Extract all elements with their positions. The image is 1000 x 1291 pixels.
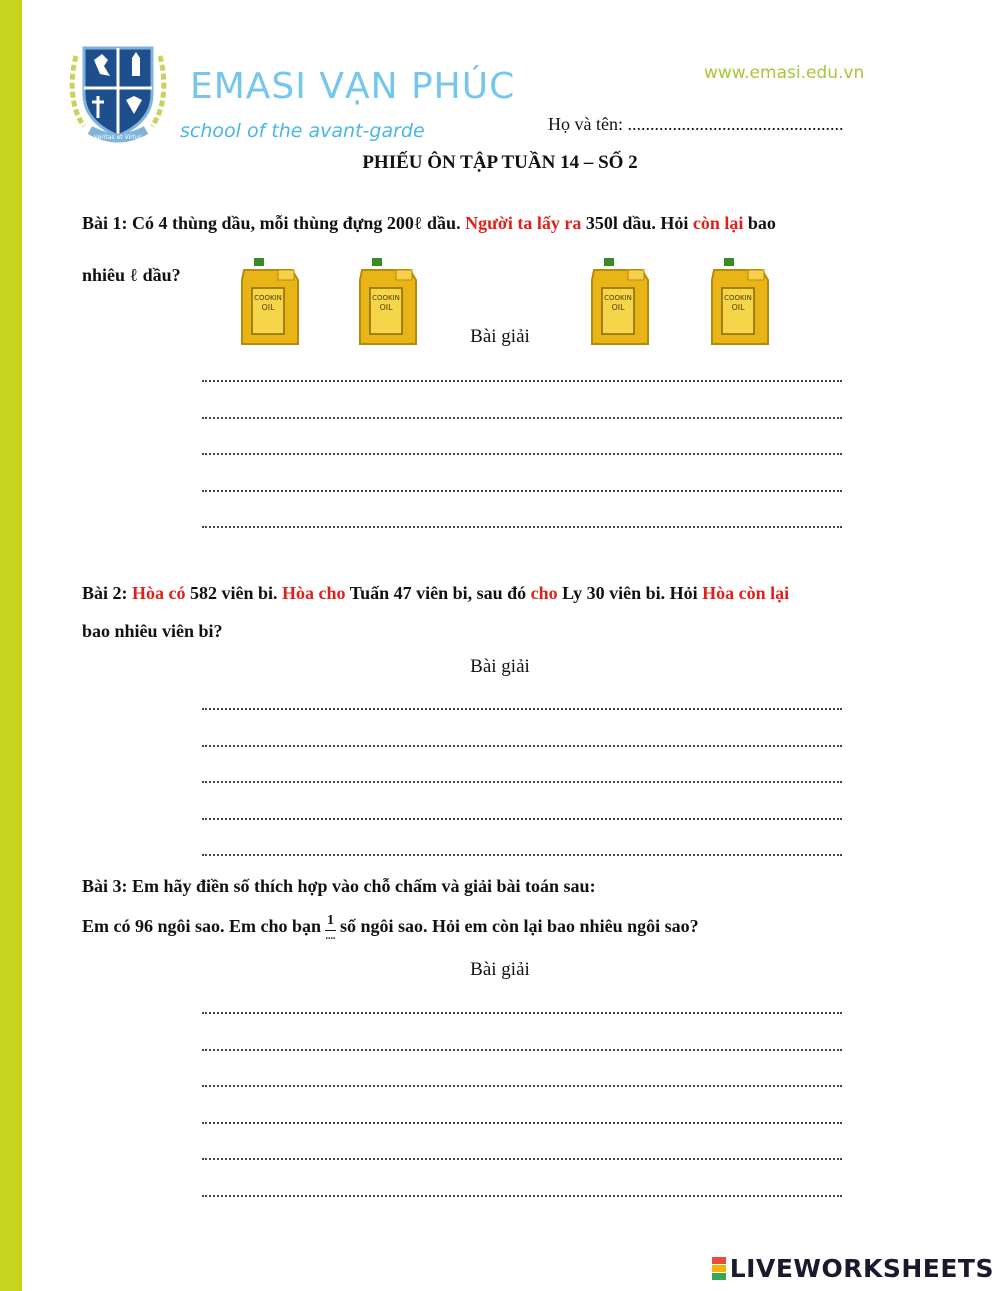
exercise1-label: Bài 1: — [82, 213, 128, 233]
answer-line[interactable] — [202, 810, 842, 820]
answer-line[interactable] — [202, 482, 842, 492]
answer-line[interactable] — [202, 773, 842, 783]
answer-line[interactable] — [202, 372, 842, 382]
exercise3-line1: Bài 3: Em hãy điền số thích hợp vào chỗ chấm và giải bài toán sau: — [82, 876, 596, 896]
svg-text:OIL: OIL — [611, 303, 625, 312]
answer-line[interactable] — [202, 1004, 842, 1014]
svg-text:OIL: OIL — [261, 303, 275, 312]
svg-text:COOKIN: COOKIN — [254, 294, 282, 302]
exercise1-solution-label: Bài giải — [470, 326, 530, 347]
school-website: www.emasi.edu.vn — [704, 63, 865, 83]
left-accent-bar — [0, 0, 22, 1291]
exercise1-line2: nhiêu ℓ dầu? — [82, 265, 181, 285]
svg-text:COOKIN: COOKIN — [724, 294, 752, 302]
answer-line[interactable] — [202, 1187, 842, 1197]
exercise3-label: Bài 3: — [82, 876, 128, 896]
school-crest-logo — [62, 38, 174, 144]
answer-line[interactable] — [202, 1150, 842, 1160]
liveworksheets-brand: LIVEWORKSHEETS — [729, 1253, 994, 1283]
svg-text:COOKIN: COOKIN — [604, 294, 632, 302]
student-name-field[interactable]: Họ và tên: ................................................ — [548, 114, 844, 134]
answer-line[interactable] — [202, 409, 842, 419]
exercise2-label: Bài 2: — [82, 583, 128, 603]
exercise2-line2: bao nhiêu viên bi? — [82, 621, 223, 641]
exercise2-solution-label: Bài giải — [470, 656, 530, 677]
svg-text:OIL: OIL — [379, 303, 393, 312]
exercise3-solution-label: Bài giải — [470, 959, 530, 980]
svg-text:OIL: OIL — [731, 303, 745, 312]
answer-line[interactable] — [202, 737, 842, 747]
liveworksheets-icon — [712, 1257, 726, 1280]
liveworksheets-watermark — [712, 1255, 994, 1281]
worksheet-title: PHIẾU ÔN TẬP TUẦN 14 – SỐ 2 — [362, 152, 638, 173]
fraction: $\frac{1}{....}$ — [325, 913, 336, 942]
answer-line[interactable] — [202, 445, 842, 455]
school-slogan: school of the avant-garde — [180, 120, 425, 142]
answer-line[interactable] — [202, 518, 842, 528]
answer-line[interactable] — [202, 700, 842, 710]
answer-line[interactable] — [202, 1041, 842, 1051]
school-name: EMASI VẠN PHÚC — [190, 66, 516, 107]
answer-line[interactable] — [202, 846, 842, 856]
exercise2-line1: Bài 2: Hòa có 582 viên bi. Hòa cho Tuấn 47 viên bi, sau đó cho Ly 30 viên bi. Hỏi Hòa còn lại — [82, 583, 790, 603]
crest-motto: Veritas et Virtus — [94, 134, 142, 141]
fraction-denominator-blank[interactable]: .... — [325, 931, 336, 942]
exercise1-line1: Bài 1: Có 4 thùng dầu, mỗi thùng đựng 200ℓ dầu. Người ta lấy ra 350l dầu. Hỏi còn lại bao — [82, 213, 776, 233]
answer-line[interactable] — [202, 1114, 842, 1124]
exercise3-line2: Em có 96 ngôi sao. Em cho bạn $\frac{1}{....}$ số ngôi sao. Hỏi em còn lại bao nhiêu ngôi sao? — [82, 913, 699, 942]
answer-line[interactable] — [202, 1077, 842, 1087]
svg-text:COOKIN: COOKIN — [372, 294, 400, 302]
